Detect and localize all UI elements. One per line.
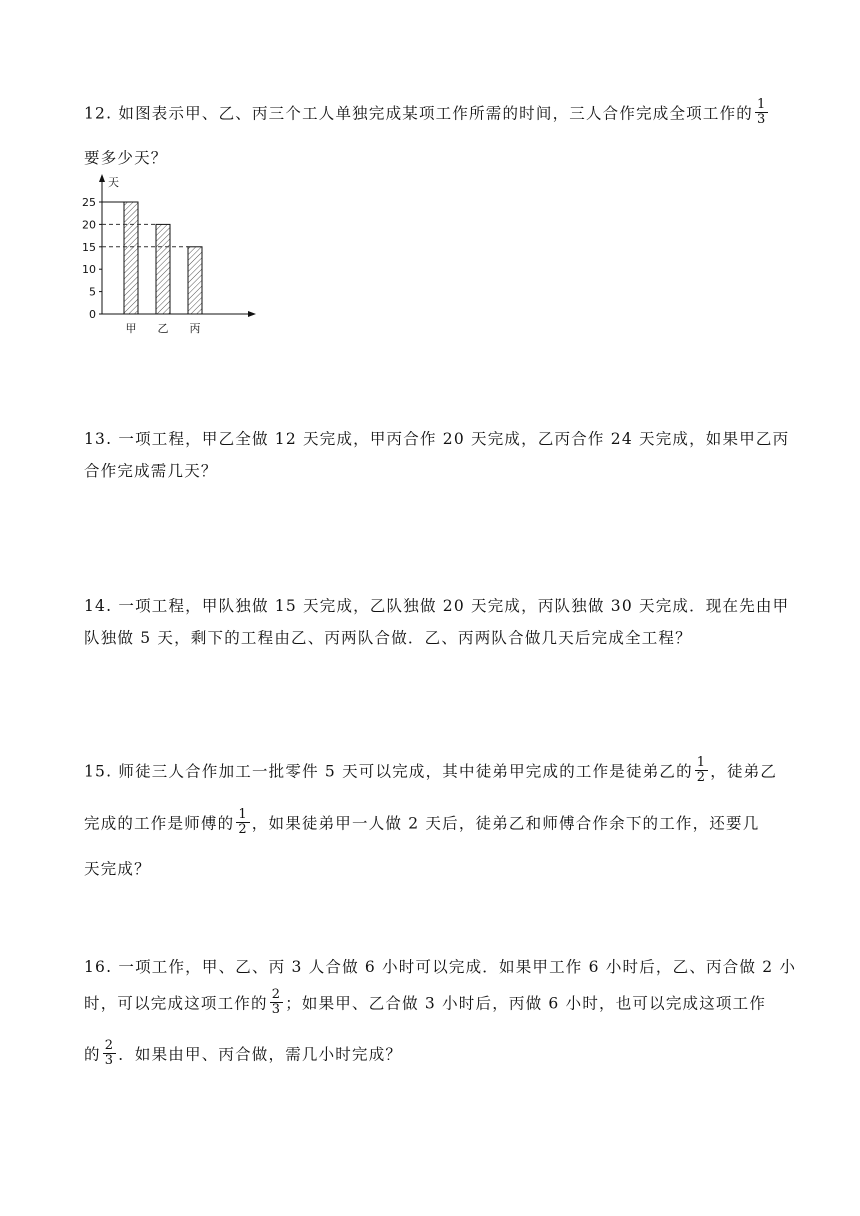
y-tick-label: 25 [82,196,96,209]
q13-line-1: 13. 一项工程，甲乙全做 12 天完成，甲丙合作 20 天完成，乙丙合作 24 天完成，如果甲乙丙 [84,430,790,448]
y-axis-arrow [99,174,105,182]
bar-甲 [124,202,138,314]
q15-text-c: 完成的工作是师傅的 [84,814,235,833]
q15-fraction-2: $\frac{1}{2}$ [238,807,248,837]
q16-text-c: 的 [84,1045,101,1064]
x-axis-arrow [248,311,256,317]
y-tick-label: 20 [82,218,96,232]
q15-line-3: 天完成？ [84,860,151,878]
y-tick-label: 5 [89,285,96,299]
q15-text-d: ，如果徒弟甲一人做 2 天后，徒弟乙和师傅合作余下的工作，还要几 [251,814,760,833]
q16-line-1: 16. 一项工作，甲、乙、丙 3 人合做 6 小时可以完成．如果甲工作 6 小时后，乙、丙合做 2 小 [84,958,797,976]
q15-line-1 [84,755,778,787]
x-tick-label: 乙 [157,322,169,335]
y-tick-label: 0 [89,308,96,321]
y-tick-label: 10 [82,263,96,277]
q15-text-b: ，徒弟乙 [710,762,778,781]
q12-fraction: $\frac{1}{3}$ [756,97,767,127]
q16-fraction-1: $\frac{2}{3}$ [271,987,282,1017]
q16-text-b: ；如果甲、乙合做 3 小时后，丙做 6 小时，也可以完成这项工作 [285,994,767,1013]
q16-line-3 [84,1038,403,1070]
x-tick-label: 丙 [189,322,201,335]
q12-line-1 [84,97,770,129]
q14-line-1: 14. 一项工程，甲队独做 15 天完成，乙队独做 20 天完成，丙队独做 30 天完成．现在先由甲 [84,597,790,615]
x-tick-label: 甲 [125,322,137,335]
y-axis-label: 天 [108,176,119,189]
q16-fraction-2: $\frac{2}{3}$ [104,1038,115,1068]
q16-text-a: 时，可以完成这项工作的 [84,994,268,1013]
q15-fraction-1: $\frac{1}{2}$ [696,755,707,785]
q16-line-2 [84,987,767,1019]
q12-text: 12. 如图表示甲、乙、丙三个工人单独完成某项工作所需的时间，三人合作完成全项工作的 [84,104,753,123]
q15-text-a: 15. 师徒三人合作加工一批零件 5 天可以完成，其中徒弟甲完成的工作是徒弟乙的 [84,762,693,781]
bar-乙 [156,224,170,314]
bar-丙 [188,247,202,314]
q16-text-d: ．如果由甲、丙合做，需几小时完成？ [118,1045,403,1064]
q15-line-2 [84,807,760,839]
q13-line-2: 合作完成需几天？ [84,462,218,480]
q12-line-2: 要多少天？ [84,149,168,167]
bar-chart [80,170,260,340]
y-tick-label: 15 [82,240,96,254]
q14-line-2: 队独做 5 天，剩下的工程由乙、丙两队合做．乙、丙两队合做几天后完成全工程？ [84,629,692,647]
